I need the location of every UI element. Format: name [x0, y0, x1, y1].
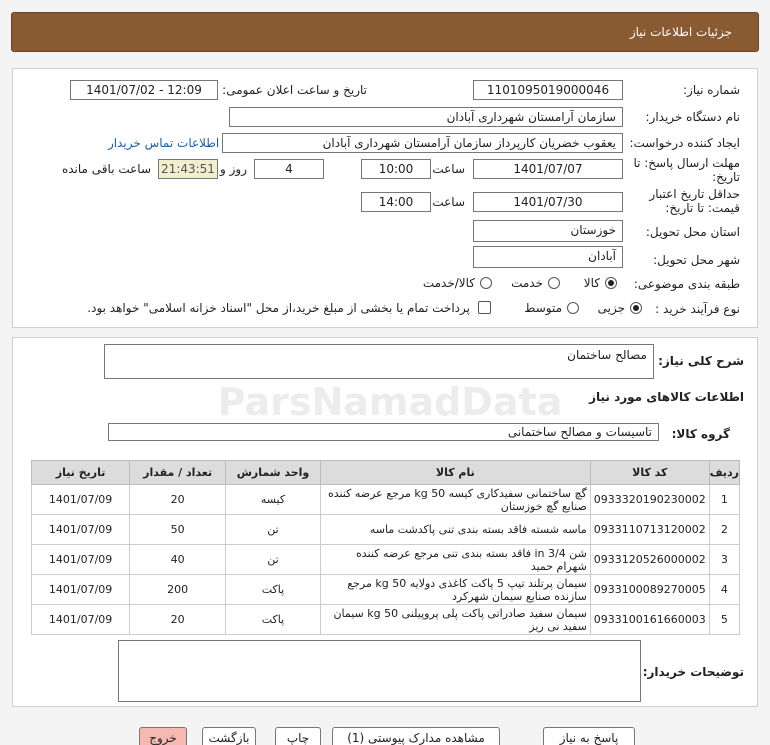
announce-label: تاریخ و ساعت اعلان عمومی:	[222, 83, 367, 97]
col-unit: واحد شمارش	[226, 461, 321, 485]
validity-label-2: قیمت: تا تاریخ:	[665, 201, 740, 215]
city-field: آبادان	[473, 246, 623, 268]
cell-code: 0933120526000002	[590, 545, 709, 575]
purchase-radio-minor[interactable]	[630, 302, 642, 314]
validity-label-1: حداقل تاریخ اعتبار	[649, 187, 740, 201]
validity-time-field: 14:00	[361, 192, 431, 212]
category-radio-goods-service[interactable]	[480, 277, 492, 289]
cell-qty: 40	[130, 545, 226, 575]
cell-code: 0933110713120002	[590, 515, 709, 545]
cell-row: 3	[709, 545, 739, 575]
cell-unit: پاکت	[226, 575, 321, 605]
attachments-button[interactable]: مشاهده مدارک پیوستی (1)	[332, 727, 500, 745]
cell-date: 1401/07/09	[32, 545, 130, 575]
buyer-org-field: سازمان آرامستان شهرداری آبادان	[229, 107, 623, 127]
cell-date: 1401/07/09	[32, 605, 130, 635]
province-field: خوزستان	[473, 220, 623, 242]
purchase-option-medium: متوسط	[524, 301, 562, 315]
announce-field: 1401/07/02 - 12:09	[70, 80, 218, 100]
purchase-type-label: نوع فرآیند خرید :	[655, 302, 740, 316]
cell-name: ماسه شسته فاقد بسته بندی تنی پاکدشت ماسه	[320, 515, 590, 545]
cell-code: 0933100161660003	[590, 605, 709, 635]
remaining-time-field: 21:43:51	[158, 159, 218, 179]
cell-unit: تن	[226, 515, 321, 545]
category-radio-service[interactable]	[548, 277, 560, 289]
page-header	[11, 12, 759, 52]
table-row	[32, 605, 740, 635]
cell-row: 5	[709, 605, 739, 635]
deadline-label-2: تاریخ:	[712, 170, 740, 184]
days-field: 4	[254, 159, 324, 179]
cell-date: 1401/07/09	[32, 575, 130, 605]
cell-date: 1401/07/09	[32, 485, 130, 515]
category-option-goods: کالا	[583, 276, 600, 290]
cell-code: 0933100089270005	[590, 575, 709, 605]
cell-qty: 200	[130, 575, 226, 605]
validity-date-field: 1401/07/30	[473, 192, 623, 212]
page-title: جزئیات اطلاعات نیاز	[629, 25, 732, 39]
category-radio-goods[interactable]	[605, 277, 617, 289]
cell-date: 1401/07/09	[32, 515, 130, 545]
table-row	[32, 545, 740, 575]
days-label: روز و	[220, 162, 247, 176]
deadline-time-label: ساعت	[432, 162, 465, 176]
cell-row: 2	[709, 515, 739, 545]
buyer-notes-label: توضیحات خریدار:	[642, 665, 744, 679]
summary-field: مصالح ساختمان	[104, 344, 654, 379]
reply-button[interactable]: پاسخ به نیاز	[543, 727, 635, 745]
validity-time-label: ساعت	[432, 195, 465, 209]
cell-name: شن 3/4 in فاقد بسته بندی تنی مرجع عرضه کننده شهرام حمید	[320, 545, 590, 575]
goods-group-field: تاسیسات و مصالح ساختمانی	[108, 423, 659, 441]
goods-group-label: گروه کالا:	[671, 427, 730, 441]
deadline-date-field: 1401/07/07	[473, 159, 623, 179]
purchase-radio-medium[interactable]	[567, 302, 579, 314]
buyer-notes-field	[118, 640, 641, 702]
cell-name: گچ ساختمانی سفیدکاری کیسه 50 kg مرجع عرضه کننده صنایع گچ خوزستان	[320, 485, 590, 515]
cell-qty: 50	[130, 515, 226, 545]
cell-unit: تن	[226, 545, 321, 575]
creator-field: یعقوب خضریان کارپرداز سازمان آرامستان شهرداری آبادان	[222, 133, 623, 153]
province-label: استان محل تحویل:	[645, 225, 740, 239]
category-option-service: خدمت	[511, 276, 543, 290]
need-number-field: 1101095019000046	[473, 80, 623, 100]
back-button[interactable]: بازگشت	[202, 727, 256, 745]
goods-info-title: اطلاعات کالاهای مورد نیاز	[589, 390, 744, 404]
print-button[interactable]: چاپ	[275, 727, 321, 745]
col-name: نام کالا	[320, 461, 590, 485]
cell-name: سیمان پرتلند تیپ 5 پاکت کاغذی دولایه 50 kg مرجع سازنده صنایع سیمان شهرکرد	[320, 575, 590, 605]
cell-row: 4	[709, 575, 739, 605]
table-row	[32, 575, 740, 605]
city-label: شهر محل تحویل:	[653, 253, 740, 267]
buyer-contact-link[interactable]: اطلاعات تماس خریدار	[108, 136, 220, 150]
col-date: تاریخ نیاز	[32, 461, 130, 485]
creator-label: ایجاد کننده درخواست:	[629, 136, 740, 150]
goods-table-header	[32, 461, 740, 485]
cell-qty: 20	[130, 485, 226, 515]
summary-label: شرح کلی نیاز:	[658, 354, 744, 368]
cell-unit: کیسه	[226, 485, 321, 515]
cell-row: 1	[709, 485, 739, 515]
table-row	[32, 485, 740, 515]
cell-name: سیمان سفید صادراتی پاکت پلی پروپیلنی 50 kg سیمان سفید نی ریز	[320, 605, 590, 635]
buyer-org-label: نام دستگاه خریدار:	[645, 110, 740, 124]
treasury-payment-note: پرداخت تمام یا بخشی از مبلغ خرید،از محل "اسناد خزانه اسلامی" خواهد بود.	[87, 301, 470, 315]
col-row: ردیف	[709, 461, 739, 485]
goods-table	[31, 460, 740, 635]
col-code: کد کالا	[590, 461, 709, 485]
purchase-option-minor: جزیی	[597, 301, 625, 315]
deadline-time-field: 10:00	[361, 159, 431, 179]
exit-button[interactable]: خروج	[139, 727, 187, 745]
treasury-payment-checkbox[interactable]	[478, 301, 491, 314]
remaining-label: ساعت باقی مانده	[61, 162, 151, 176]
category-option-goods-service: کالا/خدمت	[422, 276, 475, 290]
cell-code: 0933320190230002	[590, 485, 709, 515]
category-label: طبقه بندی موضوعی:	[633, 277, 740, 291]
deadline-label-1: مهلت ارسال پاسخ: تا	[633, 156, 740, 170]
cell-qty: 20	[130, 605, 226, 635]
cell-unit: پاکت	[226, 605, 321, 635]
table-row	[32, 515, 740, 545]
col-qty: تعداد / مقدار	[130, 461, 226, 485]
need-number-label: شماره نیاز:	[683, 83, 740, 97]
